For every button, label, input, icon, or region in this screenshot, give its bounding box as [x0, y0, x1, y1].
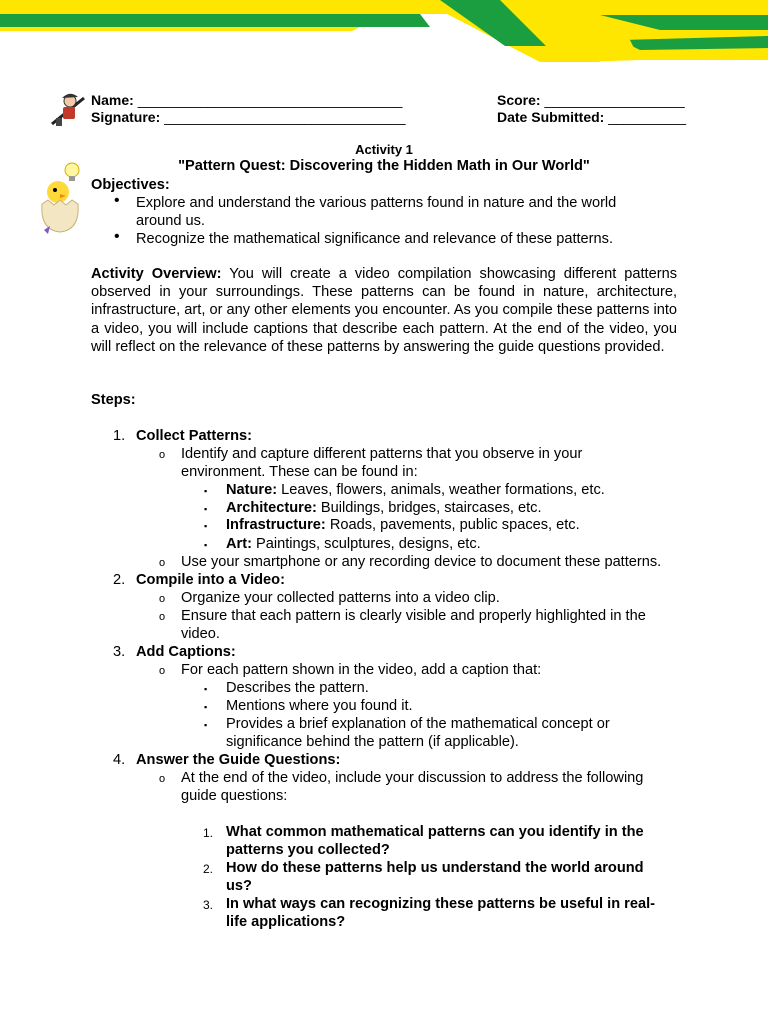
circle-marker: o: [159, 665, 166, 677]
objective-1-cont: around us.: [136, 213, 205, 229]
question-1-number: 1.: [203, 826, 214, 840]
question-2-number: 2.: [203, 862, 214, 876]
step-1-item-2: Use your smartphone or any recording device to document these patterns.: [181, 554, 662, 570]
square-marker: ▪: [204, 720, 208, 730]
circle-marker: o: [159, 773, 166, 785]
infrastructure-text: Roads, pavements, public spaces, etc.: [329, 517, 580, 533]
step-4-title: Answer the Guide Questions:: [136, 752, 341, 768]
step-2-title: Compile into a Video:: [136, 572, 285, 588]
art-text: Paintings, sculptures, designs, etc.: [256, 536, 481, 552]
steps-heading: Steps:: [91, 392, 136, 408]
date-submitted-blank: __________: [608, 109, 687, 125]
question-2: How do these patterns help us understand the world around: [226, 860, 644, 876]
circle-marker: o: [159, 449, 166, 461]
objective-2: Recognize the mathematical significance and relevance of these patterns.: [136, 231, 614, 247]
step-1-number: 1.: [113, 428, 126, 444]
signature-label: Signature:: [91, 109, 161, 125]
step-1-item-1: Identify and capture different patterns that you observe in your: [181, 446, 583, 462]
square-marker: ▪: [204, 540, 208, 550]
signature-blank: _______________________________: [164, 109, 406, 125]
step-3-title: Add Captions:: [136, 644, 236, 660]
architecture-item: [226, 499, 542, 517]
step-2-item-2-cont: video.: [181, 626, 220, 642]
bullet-marker: •: [114, 228, 120, 245]
score-field[interactable]: [497, 92, 685, 108]
score-blank: __________________: [544, 92, 685, 108]
architecture-text: Buildings, bridges, staircases, etc.: [320, 500, 542, 516]
question-3: In what ways can recognizing these patterns be useful in real-: [226, 896, 655, 912]
architecture-label: Architecture:: [226, 500, 317, 516]
square-marker: ▪: [204, 504, 208, 514]
caption-point-3: Provides a brief explanation of the mathematical concept or: [226, 716, 610, 732]
infrastructure-item: [226, 516, 580, 534]
objectives-heading: Objectives:: [91, 177, 170, 193]
infrastructure-label: Infrastructure:: [226, 517, 326, 533]
bullet-marker: •: [114, 192, 120, 209]
nature-item: [226, 481, 605, 499]
activity-overview: [91, 265, 677, 356]
signature-field[interactable]: [91, 109, 406, 125]
caption-point-1: Describes the pattern.: [226, 680, 369, 696]
nature-text: Leaves, flowers, animals, weather formations, etc.: [281, 482, 605, 498]
name-field[interactable]: [91, 92, 402, 108]
caption-point-2: Mentions where you found it.: [226, 698, 413, 714]
circle-marker: o: [159, 593, 166, 605]
header-banner: [0, 0, 768, 70]
question-2-cont: us?: [226, 878, 252, 894]
question-3-cont: life applications?: [226, 914, 346, 930]
art-label: Art:: [226, 536, 252, 552]
activity-title: "Pattern Quest: Discovering the Hidden Math in Our World": [178, 158, 590, 174]
objective-1: Explore and understand the various patterns found in nature and the world: [136, 195, 617, 211]
step-4-item-1-cont: guide questions:: [181, 788, 288, 804]
art-item: [226, 535, 481, 553]
nature-label: Nature:: [226, 482, 278, 498]
square-marker: ▪: [204, 486, 208, 496]
square-marker: ▪: [204, 702, 208, 712]
step-2-item-1: Organize your collected patterns into a video clip.: [181, 590, 500, 606]
step-3-number: 3.: [113, 644, 126, 660]
step-4-item-1: At the end of the video, include your discussion to address the following: [181, 770, 644, 786]
question-1: What common mathematical patterns can you identify in the: [226, 824, 644, 840]
date-submitted-field[interactable]: [497, 109, 686, 125]
step-3-item-1: For each pattern shown in the video, add a caption that:: [181, 662, 542, 678]
caption-point-3-cont: significance behind the pattern (if applicable).: [226, 734, 519, 750]
question-3-number: 3.: [203, 898, 214, 912]
question-1-cont: patterns you collected?: [226, 842, 390, 858]
step-4-number: 4.: [113, 752, 126, 768]
circle-marker: o: [159, 611, 166, 623]
step-1-item-1-cont: environment. These can be found in:: [181, 464, 418, 480]
circle-marker: o: [159, 557, 166, 569]
name-label: Name:: [91, 92, 134, 108]
step-2-item-2: Ensure that each pattern is clearly visible and properly highlighted in the: [181, 608, 646, 624]
activity-number: Activity 1: [355, 142, 413, 157]
score-label: Score:: [497, 92, 541, 108]
square-marker: ▪: [204, 684, 208, 694]
square-marker: ▪: [204, 521, 208, 531]
name-blank: __________________________________: [137, 92, 403, 108]
overview-text: You will create a video compilation showcasing different patterns observed in your surroundings. These patterns can be found in nature, architecture, infrastructure, art, or any other elements you encounter. As you compile these patterns into a video, you will include captions that describe each pattern. At the end of the video, you will reflect on the relevance of these patterns by answering the guide questions provided.: [91, 266, 677, 355]
student-pencil-illustration: [48, 92, 88, 128]
step-2-number: 2.: [113, 572, 126, 588]
date-submitted-label: Date Submitted:: [497, 109, 605, 125]
step-1-title: Collect Patterns:: [136, 428, 252, 444]
overview-label: Activity Overview:: [91, 266, 222, 282]
